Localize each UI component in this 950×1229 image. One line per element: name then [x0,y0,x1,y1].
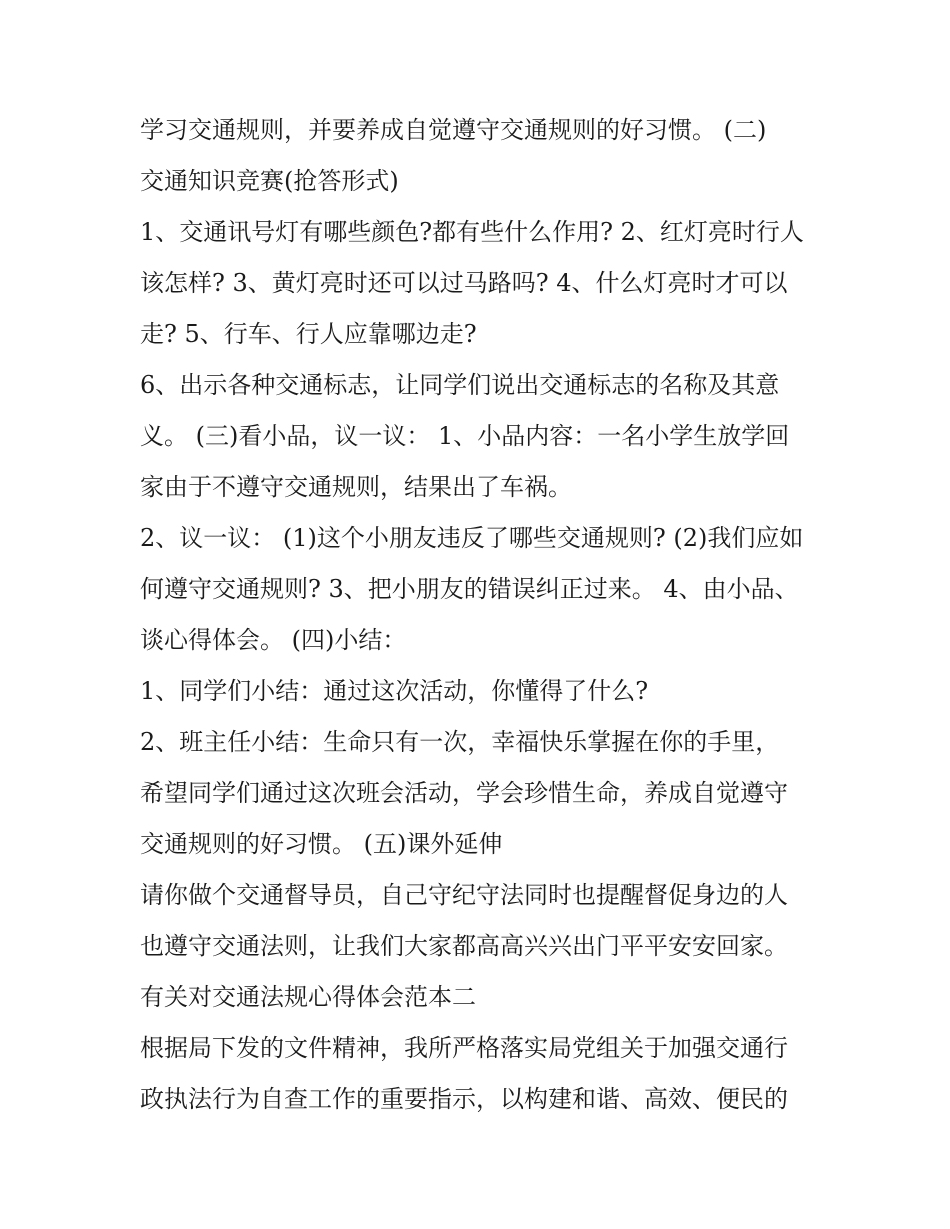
text-line: 希望同学们通过这次班会活动，学会珍惜生命，养成自觉遵守 [140,779,788,807]
text-line: 交通规则的好习惯。 (五)课外延伸 [140,830,503,858]
text-line: 政执法行为自查工作的重要指示，以构建和谐、高效、便民的 [140,1085,788,1113]
text-line: 1、同学们小结：通过这次活动，你懂得了什么? [140,677,649,705]
text-line: 1、交通讯号灯有哪些颜色?都有些什么作用? 2、红灯亮时行人 [140,218,804,246]
text-line: 6、出示各种交通标志，让同学们说出交通标志的名称及其意 [140,371,780,399]
text-line: 也遵守交通法则，让我们大家都高高兴兴出门平平安安回家。 [140,932,788,960]
text-line: 该怎样? 3、黄灯亮时还可以过马路吗? 4、什么灯亮时才可以 [140,269,788,297]
text-line: 请你做个交通督导员，自己守纪守法同时也提醒督促身边的人 [140,881,788,909]
text-line: 交通知识竞赛(抢答形式) [140,167,399,195]
body-text [140,105,840,1125]
text-line: 学习交通规则，并要养成自觉遵守交通规则的好习惯。 (二) [140,116,767,144]
text-line: 2、议一议： (1)这个小朋友违反了哪些交通规则? (2)我们应如 [140,524,804,552]
text-line: 家由于不遵守交通规则，结果出了车祸。 [140,473,572,501]
text-line: 根据局下发的文件精神，我所严格落实局党组关于加强交通行 [140,1034,788,1062]
text-line: 走? 5、行车、行人应靠哪边走? [140,320,477,348]
text-line: 谈心得体会。 (四)小结： [140,626,407,654]
text-line: 义。 (三)看小品，议一议： 1、小品内容：一名小学生放学回 [140,422,790,450]
text-line: 2、班主任小结：生命只有一次，幸福快乐掌握在你的手里， [140,728,780,756]
text-line: 何遵守交通规则? 3、把小朋友的错误纠正过来。 4、由小品、 [140,575,799,603]
section-heading: 有关对交通法规心得体会范本二 [140,983,476,1011]
